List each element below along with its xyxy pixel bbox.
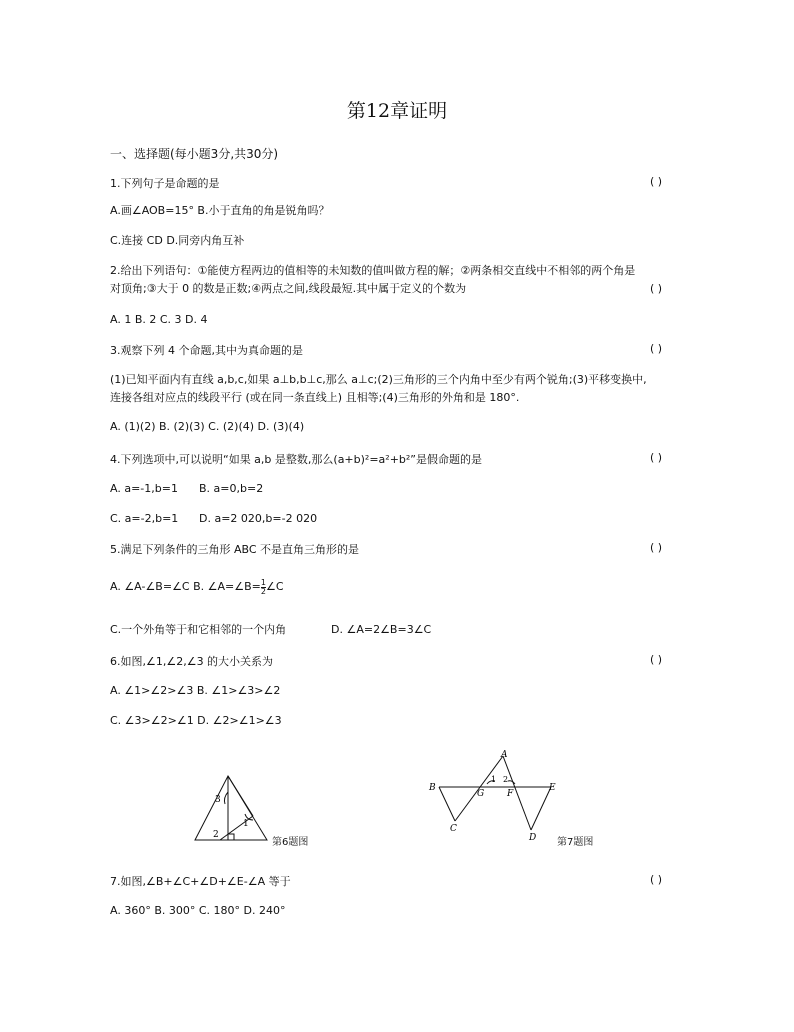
figure-6-angle3-label: 3 — [215, 795, 221, 805]
question-1-options-ab: A.画∠AOB=15° B.小于直角的角是锐角吗？ — [110, 204, 330, 217]
figure-7-diagram — [425, 748, 565, 844]
figure-7-point-c: C — [450, 824, 457, 834]
answer-paren-5: ( ) — [650, 541, 663, 554]
figure-7-point-e: E — [549, 783, 556, 793]
figure-7-point-g: G — [477, 789, 485, 799]
answer-paren-6: ( ) — [650, 653, 663, 666]
question-4-option-d: D. a=2 020,b=-2 020 — [199, 512, 318, 525]
answer-paren-3: ( ) — [650, 342, 663, 355]
figure-7-point-f: F — [507, 789, 514, 799]
figure-6-diagram — [185, 770, 275, 846]
fraction-one-half: $\frac{1}{2}$ — [260, 577, 266, 596]
answer-paren-1: ( ) — [650, 175, 663, 188]
figure-7-angle2-label: 2 — [503, 775, 509, 784]
figure-7-angle2-arc — [508, 781, 515, 784]
figure-6-angle2-label: 2 — [213, 830, 219, 840]
question-3-stem: 3.观察下列 4 个命题,其中为真命题的是 — [110, 344, 303, 357]
question-6-options-ab: A. ∠1>∠2>∠3 B. ∠1>∠3>∠2 — [110, 684, 281, 697]
section-heading: 一、选择题(每小题3分,共30分) — [110, 147, 279, 161]
question-6-options-cd: C. ∠3>∠2>∠1 D. ∠2>∠1>∠3 — [110, 714, 282, 727]
question-5-option-d: D. ∠A=2∠B=3∠C — [331, 623, 432, 636]
question-4-stem: 4.下列选项中,可以说明“如果 a,b 是整数,那么(a+b)²=a²+b²”是假命题的是 — [110, 453, 483, 466]
question-2-options: A. 1 B. 2 C. 3 D. 4 — [110, 313, 208, 326]
question-2-stem-line1: 2.给出下列语句：①能使方程两边的值相等的未知数的值叫做方程的解；②两条相交直线中不相邻的两个角是 — [110, 264, 636, 277]
question-4-option-b: B. a=0,b=2 — [199, 482, 264, 495]
answer-paren-4: ( ) — [650, 451, 663, 464]
question-6-stem: 6.如图,∠1,∠2,∠3 的大小关系为 — [110, 655, 274, 668]
figure-7-point-d: D — [529, 833, 537, 843]
question-5-options-ab: A. ∠A-∠B=∠C B. ∠A=∠B= $\frac{1}{2}$ ∠C — [110, 577, 284, 596]
question-4-option-c: C. a=-2,b=1 — [110, 512, 179, 525]
question-7-options: A. 360° B. 300° C. 180° D. 240° — [110, 904, 286, 917]
question-2-stem-line2: 对顶角;③大于 0 的数是正数;④两点之间,线段最短.其中属于定义的个数为 — [110, 282, 467, 295]
figure-7-line-bc — [439, 787, 455, 821]
question-5-option-c: C.一个外角等于和它相邻的一个内角 — [110, 623, 287, 636]
question-5-stem: 5.满足下列条件的三角形 ABC 不是直角三角形的是 — [110, 543, 360, 556]
figure-6-outer-triangle — [195, 776, 267, 840]
page-title: 第12章证明 — [346, 100, 448, 122]
question-3-body-line2: 连接各组对应点的线段平行 (或在同一条直线上) 且相等;(4)三角形的外角和是 180°. — [110, 391, 520, 404]
figure-7-line-de — [531, 787, 551, 830]
question-5-option-ab-text: A. ∠A-∠B=∠C B. ∠A=∠B= — [110, 580, 261, 593]
figure-7-point-a: A — [501, 750, 508, 760]
question-3-options: A. (1)(2) B. (2)(3) C. (2)(4) D. (3)(4) — [110, 420, 305, 433]
figure-6-side-line — [228, 776, 253, 816]
question-4-option-a: A. a=-1,b=1 — [110, 482, 178, 495]
figure-7-point-b: B — [429, 783, 436, 793]
figure-6-angle3-arc — [224, 792, 228, 804]
question-1-stem: 1.下列句子是命题的是 — [110, 177, 220, 190]
figure-6-angle1-label: 1 — [243, 819, 249, 829]
answer-paren-7: ( ) — [650, 873, 663, 886]
figure-7-caption: 第7题图 — [557, 837, 594, 848]
question-1-options-cd: C.连接 CD D.同旁内角互补 — [110, 234, 245, 247]
question-7-stem: 7.如图,∠B+∠C+∠D+∠E-∠A 等于 — [110, 875, 291, 888]
figure-6-caption: 第6题图 — [272, 837, 309, 848]
figure-7-angle1-label: 1 — [491, 775, 497, 784]
answer-paren-2: ( ) — [650, 282, 663, 295]
question-3-body-line1: (1)已知平面内有直线 a,b,c,如果 a⊥b,b⊥c,那么 a⊥c;(2)三角形的三个内角中至少有两个锐角;(3)平移变换中, — [110, 373, 647, 386]
figure-6-right-angle-mark — [228, 834, 234, 840]
